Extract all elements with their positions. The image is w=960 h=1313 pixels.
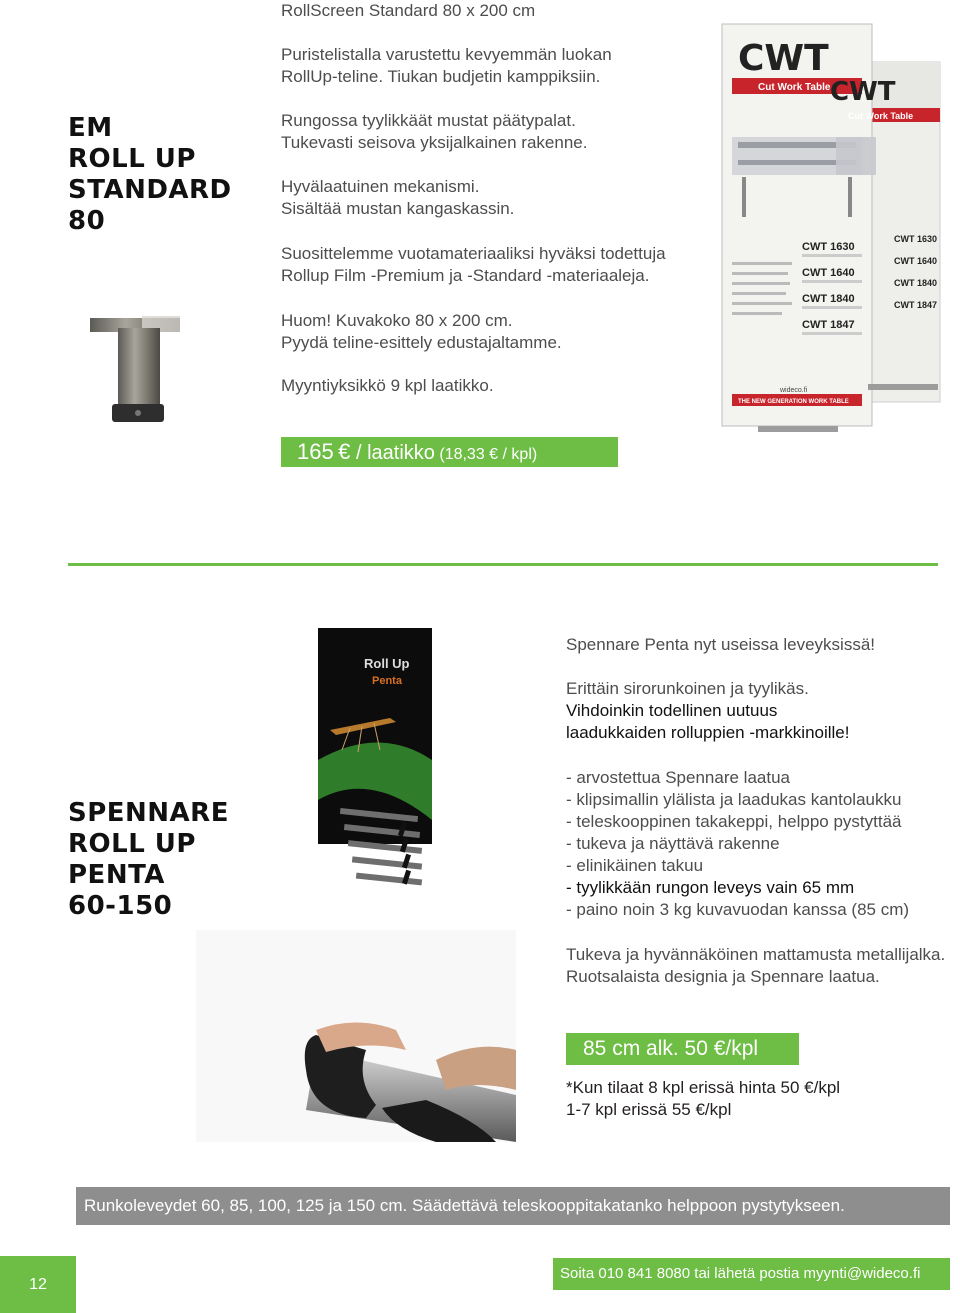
product2-price-bar: 85 cm alk. 50 €/kpl bbox=[566, 1033, 799, 1065]
section-divider bbox=[68, 563, 938, 566]
product1-desc-6 bbox=[281, 375, 494, 397]
price-amount: 165 bbox=[297, 439, 334, 464]
contact-text: Soita 010 841 8080 tai lähetä postia myynti@wideco.fi bbox=[560, 1265, 921, 1282]
product2-feature-list bbox=[566, 767, 909, 921]
poster-line2: Penta bbox=[372, 675, 402, 687]
product2-title-line: PENTA bbox=[68, 860, 165, 890]
product1-desc-5 bbox=[281, 310, 562, 354]
feature-item: - elinikäinen takuu bbox=[566, 856, 704, 875]
feature-item: - teleskooppinen takakeppi, helppo pystyttää bbox=[566, 812, 902, 831]
text-line: Rollup Film -Premium ja -Standard -materiaaleja. bbox=[281, 266, 650, 285]
feature-item: - tyylikkään rungon leveys vain 65 mm bbox=[566, 878, 855, 897]
product2-title-line: SPENNARE bbox=[68, 798, 229, 828]
feature-item: - klipsimallin ylälista ja laadukas kantolaukku bbox=[566, 790, 902, 809]
poster-line1: Roll Up bbox=[364, 656, 410, 671]
product2-title-line: ROLL UP bbox=[68, 829, 196, 859]
feature-item: - paino noin 3 kg kuvavuodan kanssa (85 cm) bbox=[566, 900, 910, 919]
product2-title bbox=[68, 798, 229, 922]
text-line: 1-7 kpl erissä 55 €/kpl bbox=[566, 1100, 732, 1119]
cwt-model-back: CWT 1640 bbox=[894, 256, 938, 266]
frame-widths-text: Runkoleveydet 60, 85, 100, 125 ja 150 cm. Säädettävä teleskooppitakatanko helppoon pystytykseen. bbox=[84, 1196, 845, 1215]
cwt-model-back: CWT 1847 bbox=[894, 300, 938, 310]
product1-desc-3 bbox=[281, 176, 514, 220]
cwt-model: CWT 1630 bbox=[802, 241, 855, 253]
cwt-model: CWT 1640 bbox=[802, 267, 855, 279]
text-line: Myyntiyksikkö 9 kpl laatikko. bbox=[281, 376, 494, 395]
product2-closing bbox=[566, 944, 945, 988]
product1-title bbox=[68, 113, 232, 237]
text-line: Pyydä teline-esittely edustajaltamme. bbox=[281, 333, 562, 352]
price-per-piece bbox=[439, 446, 537, 463]
cwt-model-back: CWT 1840 bbox=[894, 278, 938, 288]
product2-price-notes bbox=[566, 1077, 840, 1121]
page-number: 12 bbox=[29, 1276, 47, 1293]
contact-bar bbox=[553, 1258, 950, 1290]
cwt-tagline: Cut Work Table bbox=[758, 82, 831, 93]
product1-title-line: ROLL UP bbox=[68, 144, 196, 174]
carry-case-image bbox=[196, 930, 516, 1142]
text-line: *Kun tilaat 8 kpl erissä hinta 50 €/kpl bbox=[566, 1078, 841, 1097]
product2-p1: Erittäin sirorunkoinen ja tyylikäs. bbox=[566, 679, 809, 698]
price-unit: / laatikko bbox=[350, 442, 435, 464]
product1-title-line: STANDARD bbox=[68, 175, 232, 205]
price-sub-suffix: / kpl) bbox=[498, 446, 538, 463]
cwt-model-back: CWT 1630 bbox=[894, 234, 938, 244]
rollup-foot-image bbox=[90, 310, 190, 425]
cwt-brand-back: CWT bbox=[830, 77, 896, 107]
penta-rollup-image bbox=[300, 610, 526, 920]
cwt-model: CWT 1840 bbox=[802, 293, 855, 305]
text-line: Suosittelemme vuotamateriaaliksi hyväksi todettuja bbox=[281, 244, 666, 263]
product1-desc-2 bbox=[281, 110, 587, 154]
cwt-brand: CWT bbox=[738, 38, 829, 79]
frame-widths-bar bbox=[76, 1187, 950, 1225]
product2-intro: Spennare Penta nyt useissa leveyksissä! bbox=[566, 635, 876, 654]
feature-item: - tukeva ja näyttävä rakenne bbox=[566, 834, 780, 853]
text-line: Hyvälaatuinen mekanismi. bbox=[281, 177, 480, 196]
text-line: Huom! Kuvakoko 80 x 200 cm. bbox=[281, 311, 513, 330]
product1-desc-4 bbox=[281, 243, 666, 287]
text-line: Vihdoinkin todellinen uutuus bbox=[566, 701, 778, 720]
product1-title-line: 80 bbox=[68, 206, 106, 236]
cwt-banner-image bbox=[718, 22, 946, 434]
product1-title-line: EM bbox=[68, 113, 113, 143]
text-line: Ruotsalaista designia ja Spennare laatua. bbox=[566, 967, 880, 986]
product2-p2 bbox=[566, 700, 850, 744]
text-line: Tukevasti seisova yksijalkainen rakenne. bbox=[281, 133, 588, 152]
text-line: Sisältää mustan kangaskassin. bbox=[281, 199, 515, 218]
cwt-tagline-back: Cut Work Table bbox=[848, 111, 914, 121]
feature-item: - arvostettua Spennare laatua bbox=[566, 768, 790, 787]
price-sub-prefix: (18,33 bbox=[439, 446, 490, 463]
cwt-footer-text: THE NEW GENERATION WORK TABLE bbox=[738, 399, 849, 405]
euro-sign: € bbox=[338, 439, 351, 464]
product1-price-bar bbox=[281, 437, 618, 467]
price-sub-euro: € bbox=[489, 446, 499, 463]
product1-top-line: RollScreen Standard 80 x 200 cm bbox=[281, 1, 536, 20]
text-line: Tukeva ja hyvännäköinen mattamusta metallijalka. bbox=[566, 945, 946, 964]
text-line: RollUp-teline. Tiukan budjetin kamppiksiin. bbox=[281, 67, 601, 86]
text-line: Puristelistalla varustettu kevyemmän luokan bbox=[281, 45, 612, 64]
product2-title-line: 60-150 bbox=[68, 891, 173, 921]
page-number-box bbox=[0, 1256, 76, 1313]
cwt-model: CWT 1847 bbox=[802, 319, 855, 331]
cwt-footer-brand: wideco.fi bbox=[780, 387, 808, 394]
text-line: Rungossa tyylikkäät mustat päätypalat. bbox=[281, 111, 576, 130]
text-line: laadukkaiden rolluppien -markkinoille! bbox=[566, 723, 850, 742]
product1-desc-1 bbox=[281, 44, 612, 88]
